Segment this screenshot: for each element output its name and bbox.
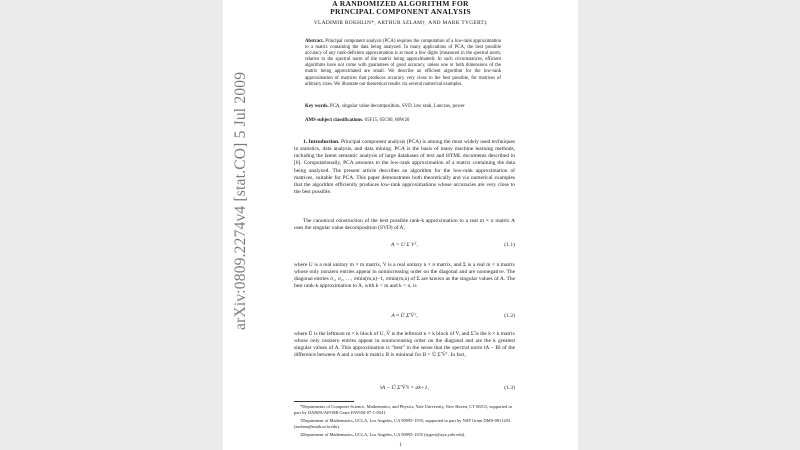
equation-1-2-number: (1.2) [504,313,515,319]
abstract-label: Abstract. [305,39,324,44]
ams-label: AMS subject classifications. [305,118,364,123]
equation-1-2-expression: A ≈ Ũ Σ̃ Ṽᵀ, [391,313,418,319]
equation-1-3-number: (1.3) [504,385,515,391]
author-list: VLADIMIR ROKHLIN*, ARTHUR SZLAM†, AND MARK TYGERT‡ [313,20,488,26]
viewer-background-right [578,0,800,450]
intro-paragraph-2: The canonical construction of the best possible rank-k approximation to a real m × n matrix A uses the singular value decomposition (SVD) of A, [294,218,515,232]
paper-title-line-2: PRINCIPAL COMPONENT ANALYSIS [330,7,471,16]
intro-paragraph-1-text: Principal component analysis (PCA) is among the most widely used techniques in statistics, data analysis, and data mining. PCA is the basis of many machine learning methods, including the latent semantic analysis of large databases of text and HTML documents described in [6]. Computationally, PCA amounts to the low-rank approximation of a matrix containing the data being analyzed. The present article describes an algorithm for the low-rank approximation of matrices, suitable for PCA. This paper demonstrates both theoretically and via numerical examples that the algorithm efficiently produces low-rank approximations whose accuracies are very close to the best possible. [294,139,516,196]
equation-1-3-expression: ‖A − Ũ Σ̃ Ṽᵀ‖ = σk+1, [380,385,429,391]
paper-title-line-1: A RANDOMIZED ALGORITHM FOR [332,0,469,8]
viewer-background-left [0,0,223,450]
ams-text: 65F15, 65C60, 68W20 [364,118,410,123]
paper-page [223,0,578,450]
section-heading: 1. Introduction. [303,139,340,145]
footnote-2: †Department of Mathematics, UCLA, Los Angeles, CA 90095-1555; supported in part by NSF Grant DMS-0811203 (aszlam@math.ucla.edu). [294,418,511,429]
equation-1-1-number: (1.1) [504,242,515,248]
abstract [305,39,501,88]
abstract-text: Principal component analysis (PCA) requires the computation of a low-rank approximation to a matrix containing the data being analyzed. In many applications of PCA, the best possible accuracy of any rank-deficient approximation is at most a few digits (measured in the spectral norm, relative to the spectral norm of the matrix being approximated). In such circumstances, efficient algorithms have not come with guarantees of good accuracy, unless one or both dimensions of the matrix being approximated are small. We describe an efficient algorithm for the low-rank approximation of matrices that produces accuracy very close to the best possible, for matrices of arbitrary sizes. We illustrate our theoretical results via several numerical examples. [305,39,501,87]
intro-paragraph-4: where Ũ is the leftmost m × k block of U, Ṽ is the leftmost n × k block of V, and Σ̃ is the k × k matrix whose only nonzero entries appear in nonincreasing order on the diagonal and are the k greatest singular values of A. This approximation is “best” in the sense that the spectral norm ‖A − B‖ of the difference between A and a rank-k matrix B is minimal for B = Ũ Σ̃ Ṽᵀ. In fact, [294,331,515,359]
keywords-label: Key words. [305,104,329,109]
equation-1-2 [294,313,515,322]
ams-classification [305,118,501,123]
keywords [305,104,501,109]
footnote-1: *Departments of Computer Science, Mathematics, and Physics, Yale University, New Haven, CT 06511; supported in part by DARPA/AFOSR Grant FA9550-07-1-0541. [294,404,512,415]
footnote-3: ‡Department of Mathematics, UCLA, Los Angeles, CA 90095-1555 (tygert@aya.yale.edu). [300,432,466,437]
page-number: 1 [399,443,402,448]
equation-1-1 [294,242,515,251]
equation-1-1-expression: A = U Σ Vᵀ, [390,242,419,248]
footnote-rule [294,401,354,402]
intro-paragraph-3: where U is a real unitary m × m matrix, V is a real unitary n × n matrix, and Σ is a real m × n matrix whose only nonzero entries appear in nonincreasing order on the diagonal and are nonnegative. The diagonal entries σ₁, σ₂, …, σmin(m,n)−1, σmin(m,n) of Σ are known as the singular values of A. The best rank-k approximation to A, with k < m and k < n, is [294,262,515,290]
arxiv-stamp-text: arXiv:0809.2274v4 [stat.CO] 5 Jul 2009 [232,71,249,330]
keywords-text: PCA, singular value decomposition, SVD, low rank, Lanczos, power [329,104,465,109]
intro-paragraph-1 [294,139,515,196]
equation-1-3 [294,385,515,394]
